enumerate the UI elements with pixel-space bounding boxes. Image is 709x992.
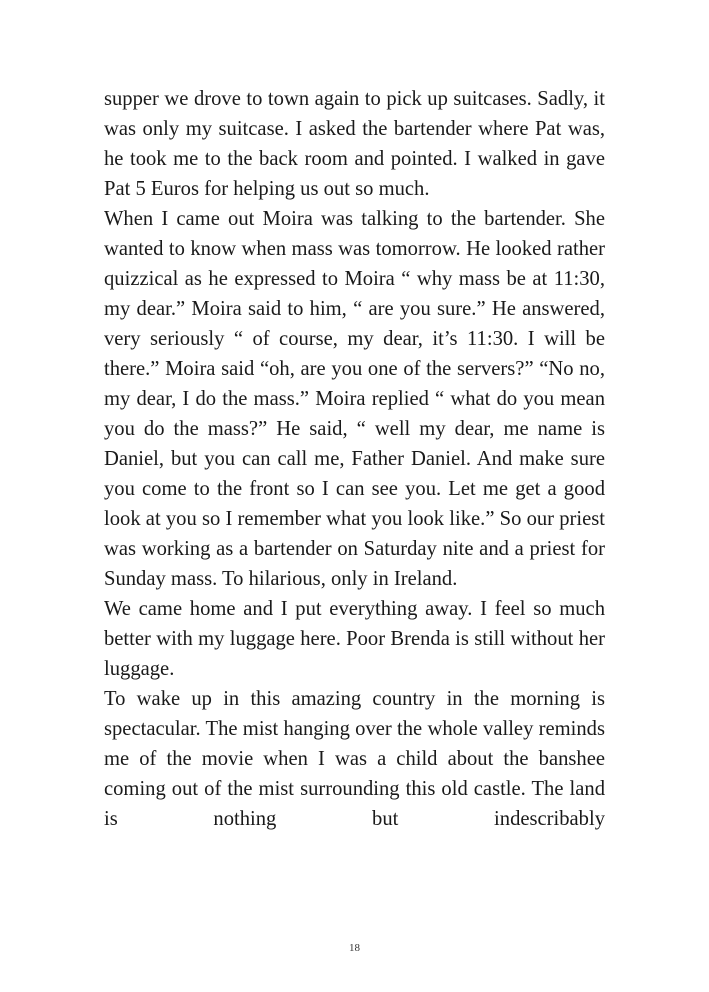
paragraph: supper we drove to town again to pick up suitcases. Sadly, it was only my suitcase. I asked the bartender where Pat was, he took me to the back room and pointed. I walked in gave Pat 5 Euros for helping us out so much. — [104, 88, 605, 200]
page-body — [104, 84, 605, 834]
paragraph: We came home and I put everything away. I feel so much better with my luggage here. Poor Brenda is still without her luggage. — [104, 598, 605, 680]
paragraph: When I came out Moira was talking to the bartender. She wanted to know when mass was tomorrow. He looked rather quizzical as he expressed to Moira “ why mass be at 11:30, my dear.” Moira said to him, “ are you sure.” He answered, very seriously “ of course, my dear, it’s 11:30. I will be there.” Moira said “oh, are you one of the servers?” “No no, my dear, I do the mass.” Moira replied “ what do you mean you do the mass?” He said, “ well my dear, me name is Daniel, but you can call me, Father Daniel. And make sure you come to the front so I can see you. Let me get a good look at you so I remember what you look like.” So our priest was working as a bartender on Saturday nite and a priest for Sunday mass. To hilarious, only in Ireland. — [104, 208, 605, 590]
paragraph: To wake up in this amazing country in the morning is spectacular. The mist hanging over the whole valley reminds me of the movie when I was a child about the banshee coming out of the mist surrounding this old castle. The land is nothing but indescribably — [104, 688, 605, 830]
page-number: 18 — [349, 942, 360, 954]
